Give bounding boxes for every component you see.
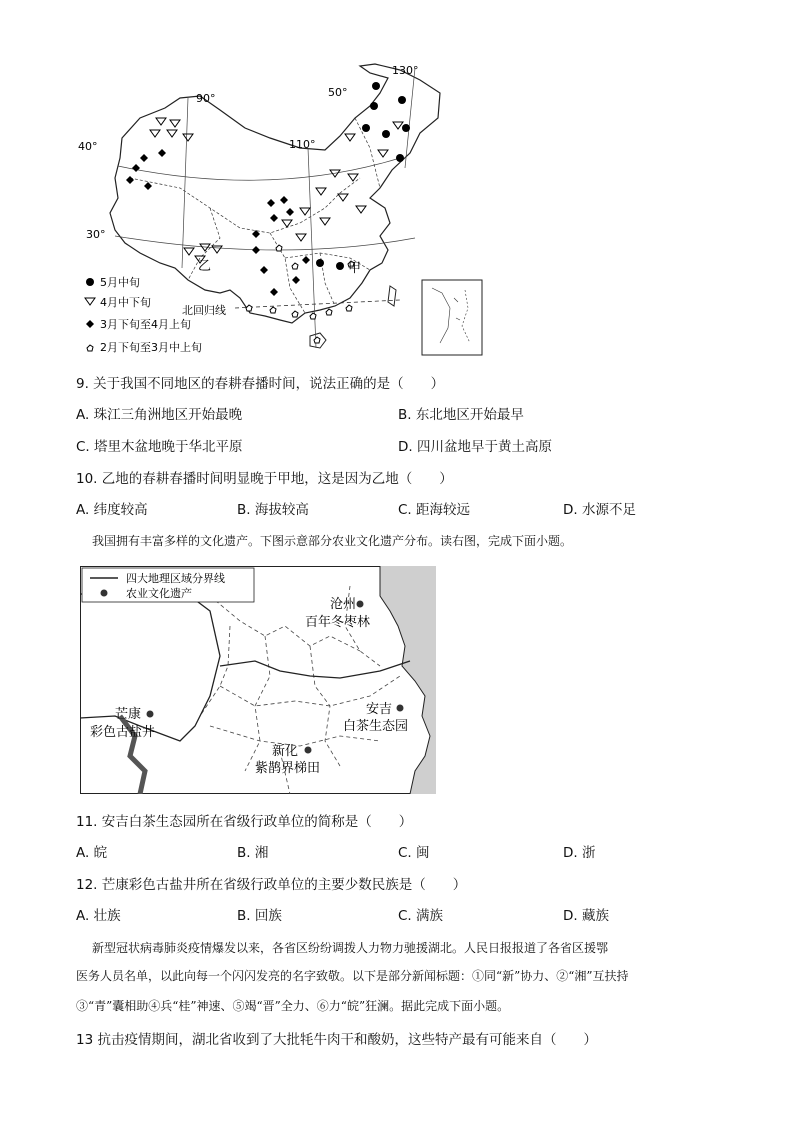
site-name: 沧州 (330, 597, 357, 612)
q9-option-c[interactable]: C. 塔里木盆地晚于华北平原 (76, 439, 243, 455)
legend-text-1: 5月中旬 (100, 276, 140, 289)
q12-option-b[interactable]: B. 回族 (237, 908, 282, 924)
q9-option-d[interactable]: D. 四川盆地早于黄土高原 (398, 439, 552, 455)
q12-option-d[interactable]: D. 藏族 (563, 908, 609, 924)
legend-dot-label: 农业文化遗产 (126, 587, 192, 600)
site-dot (397, 705, 404, 712)
legend-dot-icon (101, 590, 108, 597)
q10-option-a[interactable]: A. 纬度较高 (76, 502, 148, 518)
map2-legend (82, 568, 254, 602)
china-outline (110, 64, 440, 323)
question-10-stem: 10. 乙地的春耕春播时间明显晚于甲地，这是因为乙地（ ） (76, 471, 453, 487)
tropic-label: 北回归线 (182, 304, 226, 317)
q12-option-c[interactable]: C. 满族 (398, 908, 444, 924)
spring-sowing-map (70, 58, 500, 363)
label-30: 30° (86, 228, 106, 241)
question-11-stem: 11. 安吉白茶生态园所在省级行政单位的简称是（ ） (76, 814, 413, 830)
site-desc: 紫鹊界梯田 (255, 761, 321, 776)
site-name: 芒康 (115, 707, 142, 722)
q11-option-b[interactable]: B. 湘 (237, 845, 269, 861)
may-markers (316, 82, 410, 270)
q10-option-c[interactable]: C. 距海较远 (398, 502, 471, 518)
intro-heritage: 我国拥有丰富多样的文化遗产。下图示意部分农业文化遗产分布。读右图，完成下面小题。 (92, 534, 573, 548)
q12-option-a[interactable]: A. 壮族 (76, 908, 121, 924)
heritage-map (80, 566, 436, 794)
q9-option-a[interactable]: A. 珠江三角洲地区开始最晚 (76, 407, 243, 423)
label-110: 110° (289, 138, 316, 151)
label-50: 50° (328, 86, 348, 99)
legend-pentagon-icon (87, 345, 93, 351)
intro-covid-line-3: ③“青”囊相助④兵“桂”神速、⑤竭“晋”全力、⑥力“皖”狂澜。据此完成下面小题。 (76, 999, 510, 1013)
label-jia: 甲 (348, 261, 362, 276)
label-40: 40° (78, 140, 98, 153)
q11-option-d[interactable]: D. 浙 (563, 845, 596, 861)
site-desc: 百年冬枣林 (305, 615, 371, 630)
question-12-stem: 12. 芒康彩色古盐井所在省级行政单位的主要少数民族是（ ） (76, 877, 467, 893)
legend-circle-icon (86, 278, 94, 286)
legend-triangle-icon (85, 298, 95, 305)
q11-option-a[interactable]: A. 皖 (76, 845, 108, 861)
site-dot (357, 601, 364, 608)
legend-line-label: 四大地理区域分界线 (126, 572, 225, 585)
q10-option-b[interactable]: B. 海拔较高 (237, 502, 309, 518)
legend-text-4: 2月下旬至3月中上旬 (100, 341, 202, 354)
site-name: 新化 (272, 744, 299, 759)
question-13-stem: 13 抗击疫情期间，湖北省收到了大批牦牛肉干和酸奶，这些特产最有可能来自（ ） (76, 1032, 597, 1048)
label-130: 130° (392, 64, 419, 77)
intro-covid-line-2: 医务人员名单，以此向每一个闪闪发亮的名字致敬。以下是部分新闻标题：①同“新”协力、②“湘”互扶持 (76, 969, 629, 983)
legend-diamond-icon (86, 320, 94, 328)
site-desc: 白茶生态园 (343, 719, 409, 734)
legend-text-3: 3月下旬至4月上旬 (100, 318, 191, 331)
province-boundaries (130, 118, 380, 313)
legend-text-2: 4月中下旬 (100, 296, 151, 309)
site-dot (147, 711, 154, 718)
feb-markers (246, 245, 354, 343)
taiwan-outline (388, 286, 396, 306)
march-markers (126, 149, 310, 296)
intro-covid-line-1: 新型冠状病毒肺炎疫情爆发以来，各省区纷纷调拨人力物力驰援湖北。人民日报报道了各省区援鄂 (92, 941, 609, 955)
q9-option-b[interactable]: B. 东北地区开始最早 (398, 407, 524, 423)
site-dot (305, 747, 312, 754)
site-name: 安吉 (366, 702, 393, 717)
q10-option-d[interactable]: D. 水源不足 (563, 502, 636, 518)
label-90: 90° (196, 92, 216, 105)
south-china-sea-inset (422, 280, 482, 355)
q11-option-c[interactable]: C. 闽 (398, 845, 430, 861)
question-9-stem: 9. 关于我国不同地区的春耕春播时间，说法正确的是（ ） (76, 376, 445, 392)
site-desc: 彩色古盐井 (90, 725, 156, 740)
tropic-of-cancer (235, 300, 400, 308)
label-yi: 乙 (198, 259, 212, 274)
